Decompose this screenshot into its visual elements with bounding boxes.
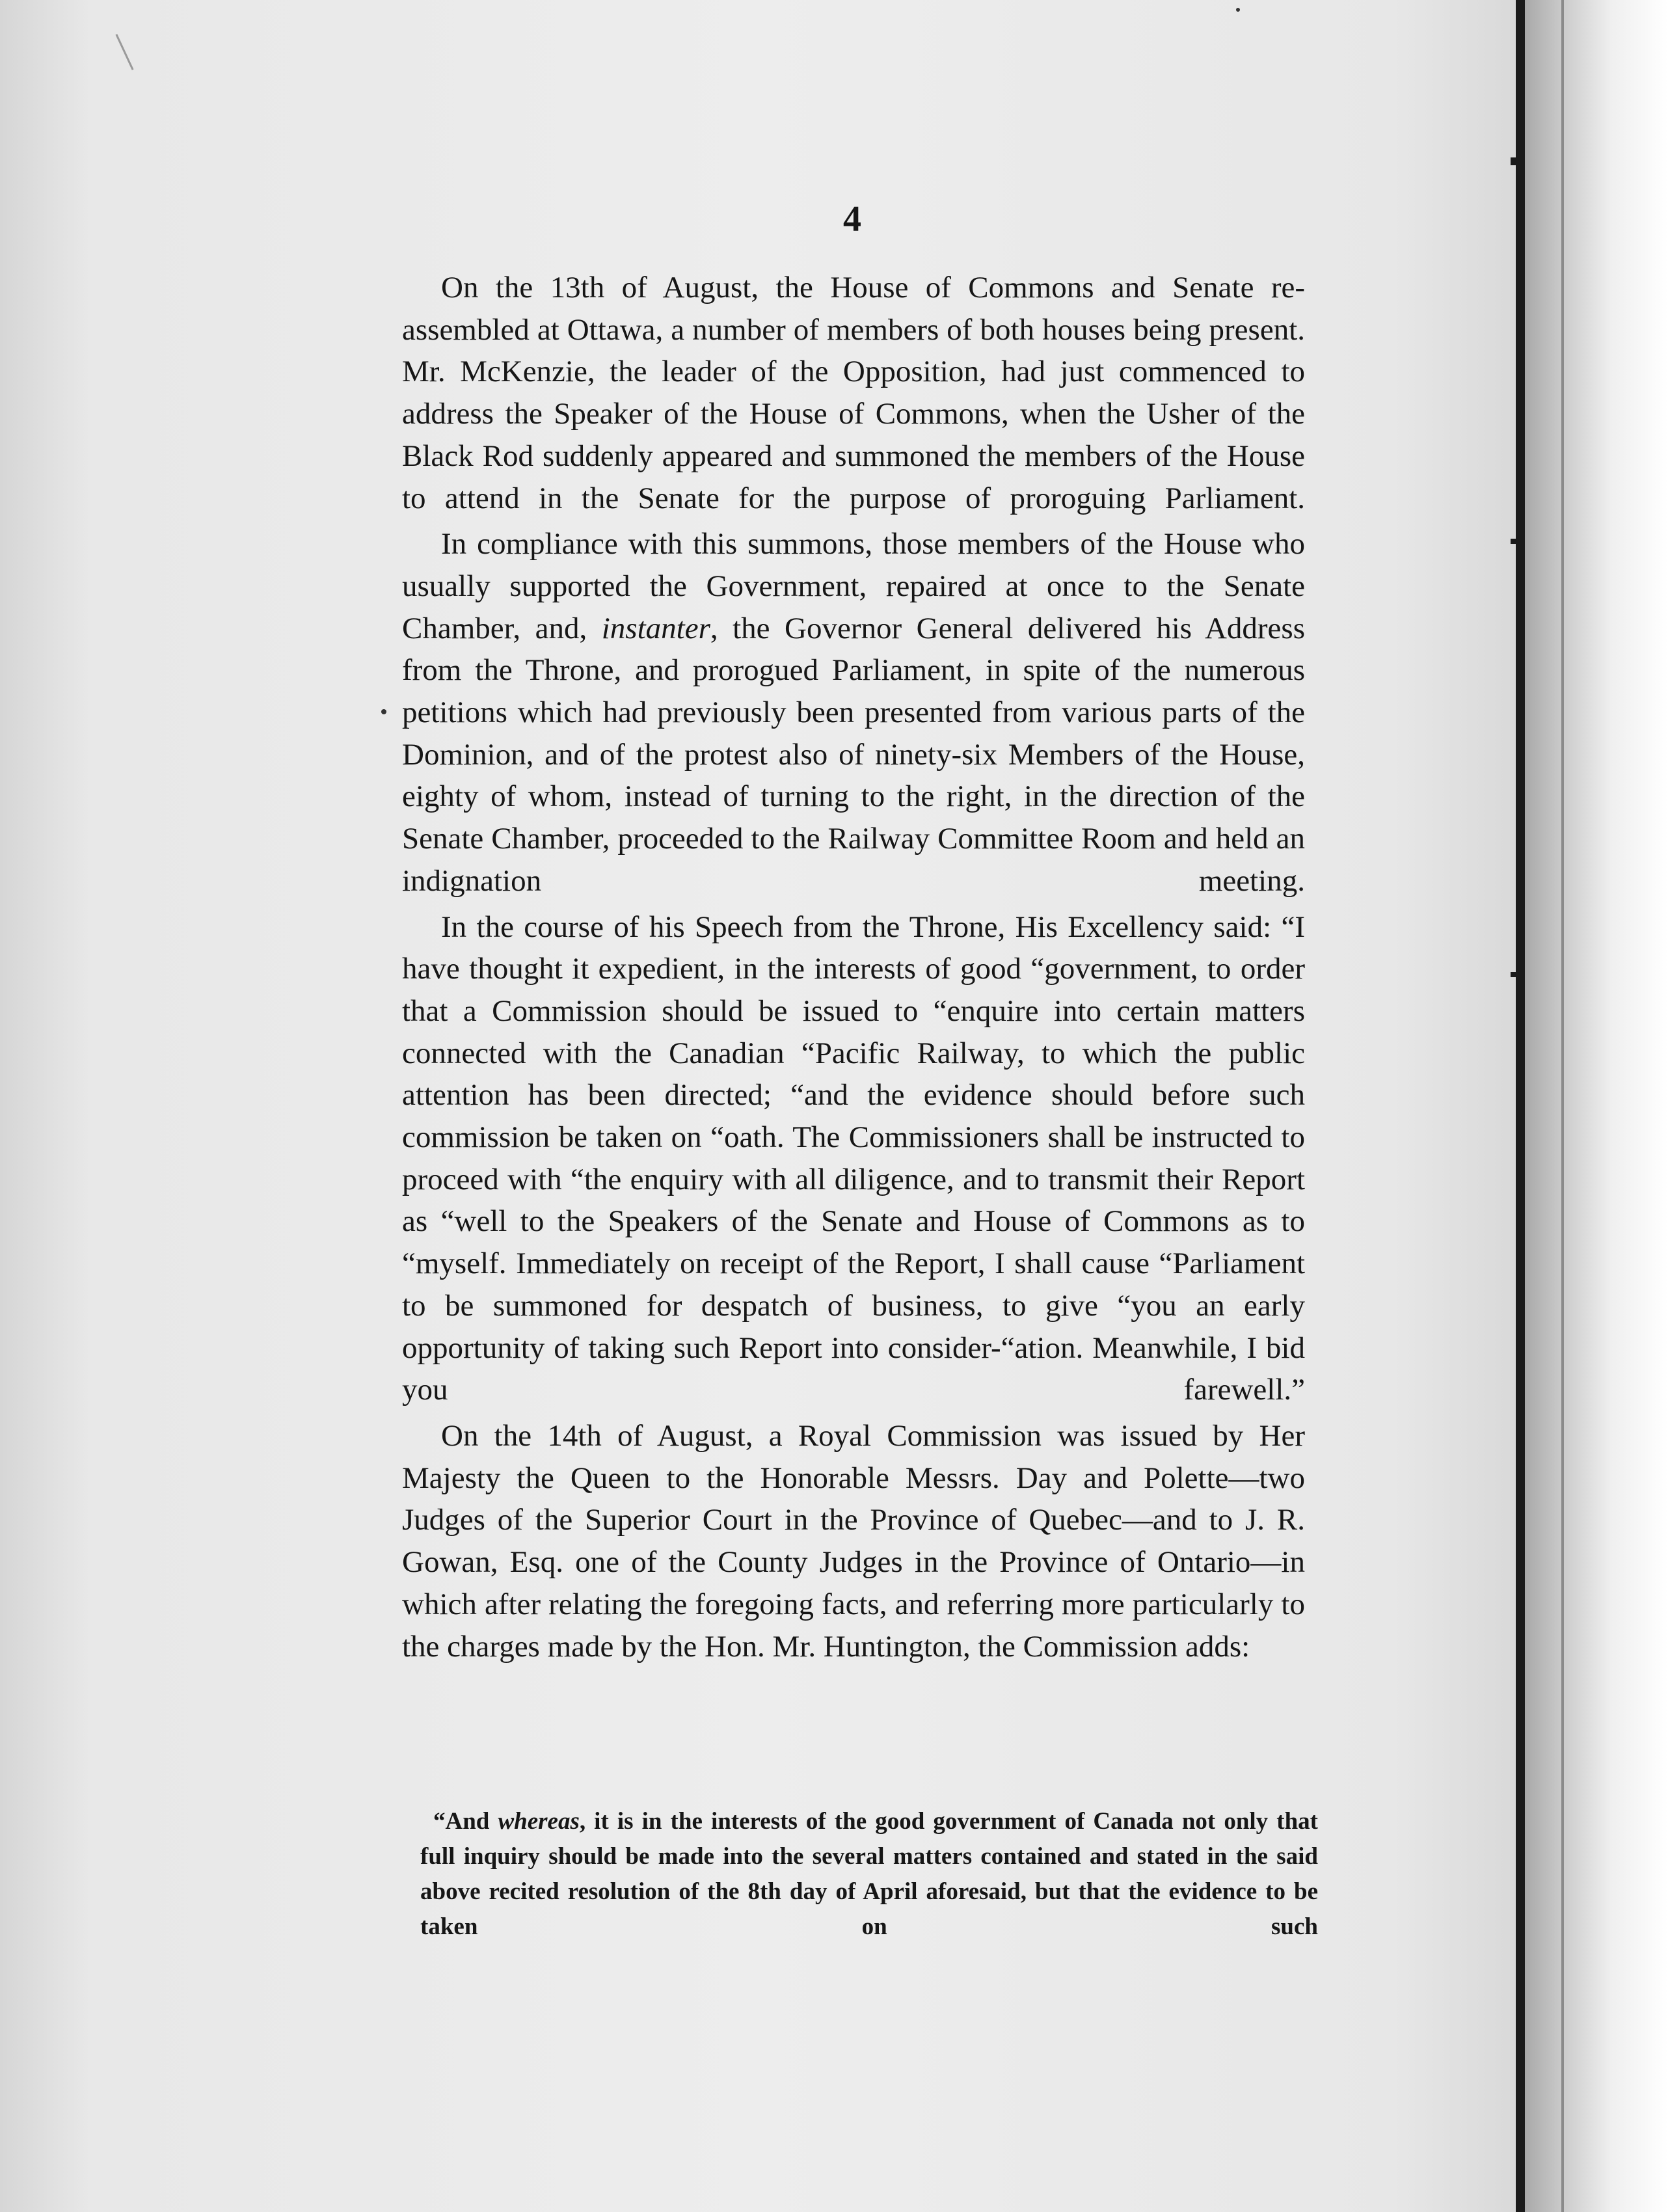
binding-notch [1511,972,1525,977]
paragraph-2-emphasis: instanter [601,611,710,645]
paragraph-3-text: In the course of his Speech from the Throne, His Excellency said: “I have thought it expedient, in the interests of good “government, to order that a Commission should be issued to “enquire into certain matters connected with the Canadian “Pacific Railway, to which the public attention has been directed; “and the evidence should before such commission be taken on “oath. The Commissioners shall be instructed to proceed with “the enquiry with all diligence, and to transmit their Report as “well to the Speakers of the Senate and House of Commons as to “myself. Immediately on receipt of the Report, I shall cause “Parliament to be summoned for despatch of business, to give “you an early opportunity of taking such Report into consider-“ation. Meanwhile, I bid you farewell.” [402,910,1305,1407]
ink-speck [1236,8,1240,12]
paragraph-1 [402,267,1305,519]
paragraph-1-text: On the 13th of August, the House of Commons and Senate re-assembled at Ottawa, a number of members of both houses being present. Mr. McKenzie, the leader of the Opposition, had just commenced to address the Speaker of the House of Commons, when the Usher of the Black Rod suddenly appeared and summoned the members of the House to attend in the Senate for the purpose of proroguing Parliament. [402,271,1305,515]
binding-notch [1511,539,1525,544]
paragraph-2-text-start: In compliance with this summons, those members of the House who usually supported the Government, repaired at once to the Senate Chamber, and, [402,527,1305,645]
paragraph-4-text: On the 14th of August, a Royal Commission was issued by Her Majesty the Queen to the Honorable Messrs. Day and Polette—two Judges of the Superior Court in the Province of Quebec—and to J. R. Gowan, Esq. one of the County Judges in the Province of Ontario—in which after relating the foregoing facts, and referring more particularly to the charges made by the Hon. Mr. Huntington, the Commission adds: [402,1418,1305,1664]
paragraph-4 [402,1415,1305,1667]
binding-notch [1511,157,1525,165]
paragraph-3 [402,906,1305,1411]
paragraph-2-text-end: , the Governor General delivered his Address from the Throne, and prorogued Parliament, in spite of the numerous petitions which had previously been presented from various parts of the Dominion, and of the protest also of ninety-six Members of the House, eighty of whom, instead of turning to the right, in the direction of the Senate Chamber, proceeded to the Railway Committee Room and held an indignation meeting. [402,611,1305,898]
quote-emphasis: whereas [498,1808,580,1835]
quote-text-start: “And [433,1808,498,1835]
body-text [402,267,1305,1671]
ink-speck [381,709,386,714]
adjacent-page-line [1561,0,1564,2212]
paragraph-2 [402,523,1305,902]
scan-mark [115,34,133,70]
page-number: 4 [843,199,861,239]
page-binding-edge [1516,0,1525,2212]
quote-text-end: , it is in the interests of the good government of Canada not only that full inquiry should be made into the several matters contained and stated in the said above recited resolution of the 8th day of April aforesaid, but that the evidence to be taken on such [420,1808,1318,1940]
block-quote [420,1804,1318,1945]
adjacent-page-edge [1525,0,1668,2212]
